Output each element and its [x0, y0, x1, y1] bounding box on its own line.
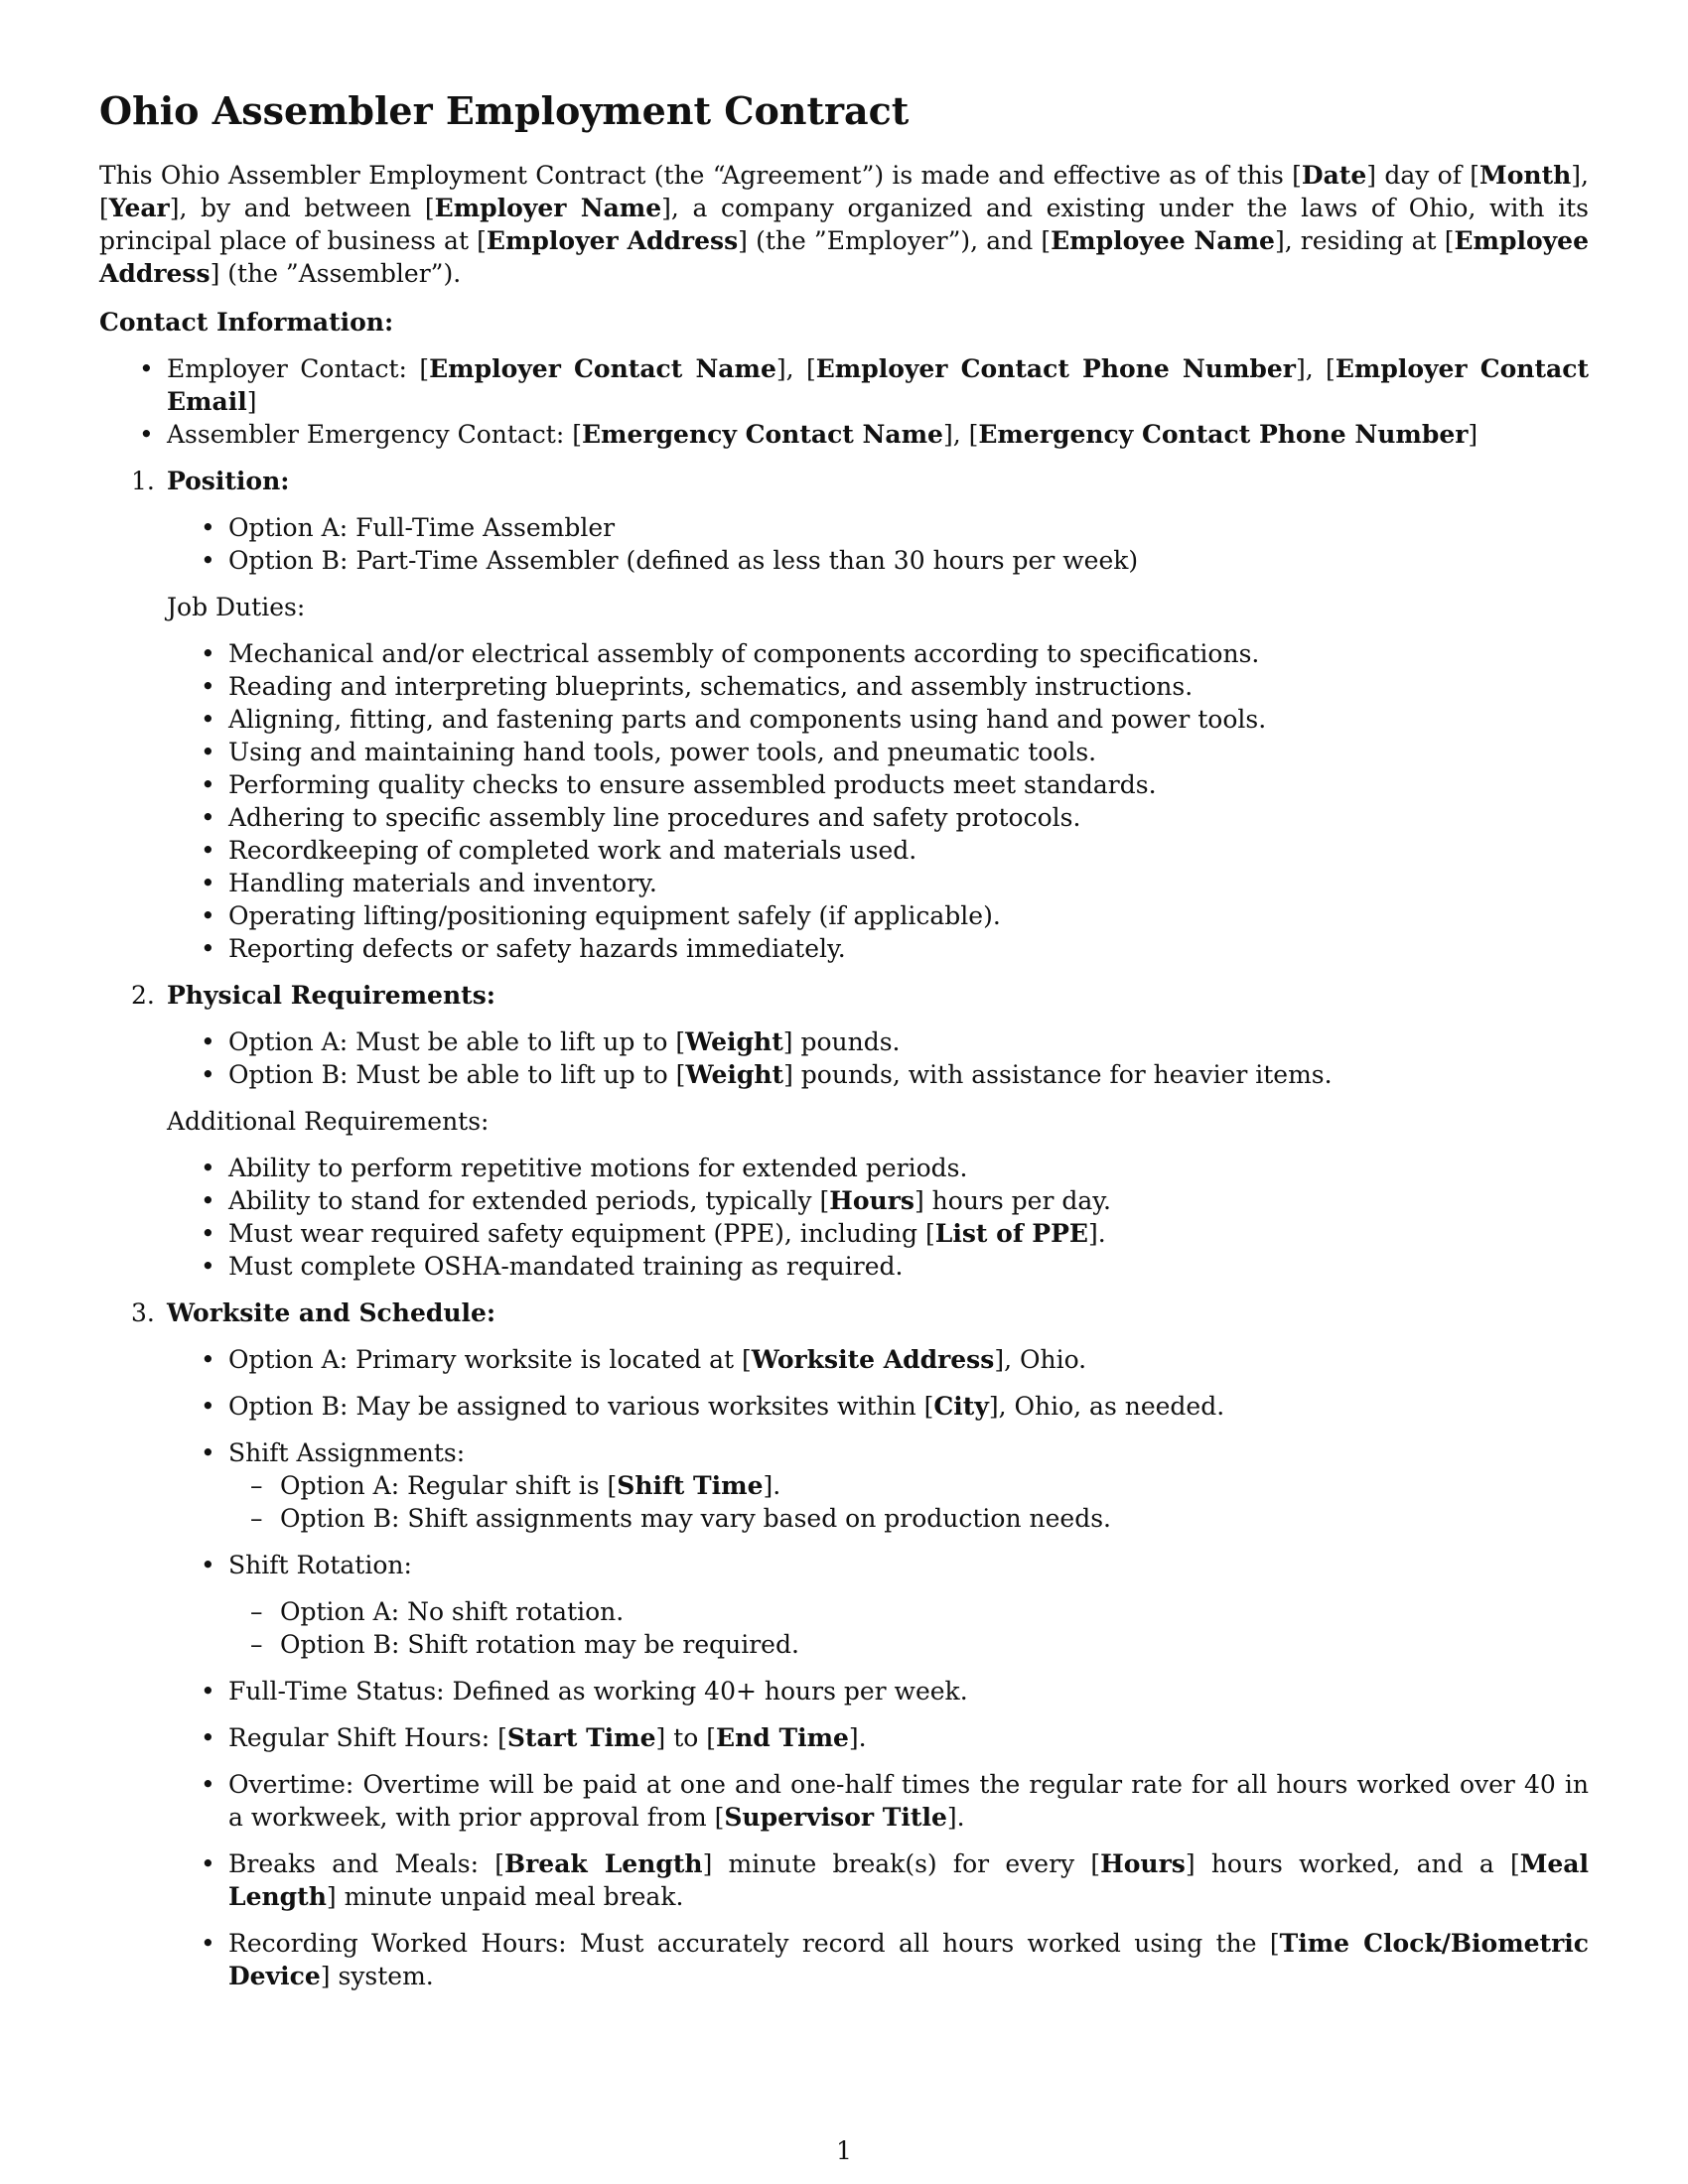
emergency-contact-item: • Assembler Emergency Contact: [Emergency Contact Name], [Emergency Contact Phone Number] [99, 418, 1589, 451]
section-1-heading: 1. Position: [131, 467, 290, 495]
worksite-schedule-list [99, 1343, 1589, 1469]
list-item: • Recording Worked Hours: Must accurately record all hours worked using the [Time Clock/Biometric Device] system. [99, 1927, 1589, 1992]
list-item: • Adhering to specific assembly line procedures and safety protocols. [99, 801, 1589, 834]
section-3-heading: 3. Worksite and Schedule: [131, 1298, 496, 1327]
list-item: • Ability to perform repetitive motions for extended periods. [99, 1152, 1589, 1184]
list-item: • Option B: Must be able to lift up to [Weight] pounds, with assistance for heavier items. [99, 1058, 1589, 1091]
list-item: • Performing quality checks to ensure assembled products meet standards. [99, 768, 1589, 801]
job-duties-label: Job Duties: [167, 593, 306, 621]
list-item: • Option A: Full-Time Assembler [99, 511, 1589, 544]
page-title: Ohio Assembler Employment Contract [99, 88, 910, 133]
list-item: • Using and maintaining hand tools, power tools, and pneumatic tools. [99, 736, 1589, 768]
list-item: – Option B: Shift rotation may be required. [99, 1628, 1589, 1661]
list-item: • Full-Time Status: Defined as working 40+ hours per week. [99, 1675, 1589, 1707]
list-item: – Option A: No shift rotation. [99, 1595, 1589, 1628]
worksite-schedule-list-2 [99, 1549, 1589, 1581]
list-item: • Reporting defects or safety hazards immediately. [99, 932, 1589, 965]
list-item: • Breaks and Meals: [Break Length] minute break(s) for every [Hours] hours worked, and a [Meal Length] minute unpaid meal break. [99, 1847, 1589, 1913]
list-item: • Option B: May be assigned to various worksites within [City], Ohio, as needed. [99, 1390, 1589, 1423]
list-item: • Mechanical and/or electrical assembly of components according to specifications. [99, 637, 1589, 670]
contact-list [99, 352, 1589, 451]
list-item: • Operating lifting/positioning equipment safely (if applicable). [99, 899, 1589, 932]
shift-rotation-item: • Shift Rotation: [99, 1549, 1589, 1581]
list-item: • Overtime: Overtime will be paid at one and one-half times the regular rate for all hours worked over 40 in a workweek, with prior approval from [Supervisor Title]. [99, 1768, 1589, 1834]
list-item: • Recordkeeping of completed work and materials used. [99, 834, 1589, 867]
list-item: • Regular Shift Hours: [Start Time] to [End Time]. [99, 1721, 1589, 1754]
document-page [99, 87, 1589, 1992]
list-item: • Option A: Primary worksite is located at [Worksite Address], Ohio. [99, 1343, 1589, 1376]
position-options [99, 511, 1589, 577]
physical-options [99, 1025, 1589, 1091]
list-item: • Reading and interpreting blueprints, schematics, and assembly instructions. [99, 670, 1589, 703]
list-item: • Must wear required safety equipment (PPE), including [List of PPE]. [99, 1217, 1589, 1250]
list-item: – Option B: Shift assignments may vary based on production needs. [99, 1502, 1589, 1535]
list-item: • Option B: Part-Time Assembler (defined as less than 30 hours per week) [99, 544, 1589, 577]
list-item: – Option A: Regular shift is [Shift Time]. [99, 1469, 1589, 1502]
list-item: • Must complete OSHA-mandated training as required. [99, 1250, 1589, 1283]
list-item: • Option A: Must be able to lift up to [Weight] pounds. [99, 1025, 1589, 1058]
job-duties-list [99, 637, 1589, 965]
shift-assignments-item: • Shift Assignments: [99, 1436, 1589, 1469]
worksite-schedule-list-3 [99, 1675, 1589, 1992]
additional-requirements-list [99, 1152, 1589, 1283]
employer-contact-item: • Employer Contact: [Employer Contact Name], [Employer Contact Phone Number], [Employer Contact Email] [99, 352, 1589, 418]
list-item: • Ability to stand for extended periods, typically [Hours] hours per day. [99, 1184, 1589, 1217]
intro-paragraph: This Ohio Assembler Employment Contract (the “Agreement”) is made and effective as of this [Date] day of [Month], [Year], by and between [Employer Name], a company organized and existing under the laws of Ohio, with its principal place of business at [Employer Address] (the ”Employer”), and [Employee Name], residing at [Employee Address] (the ”Assembler”). [99, 161, 1589, 288]
list-item: • Handling materials and inventory. [99, 867, 1589, 899]
page-number: 1 [836, 2136, 852, 2165]
contact-heading: Contact Information: [99, 308, 394, 337]
shift-assignments-sublist [99, 1469, 1589, 1535]
additional-requirements-label: Additional Requirements: [167, 1107, 490, 1136]
section-2-heading: 2. Physical Requirements: [131, 981, 495, 1010]
list-item: • Aligning, fitting, and fastening parts and components using hand and power tools. [99, 703, 1589, 736]
shift-rotation-sublist [99, 1595, 1589, 1661]
